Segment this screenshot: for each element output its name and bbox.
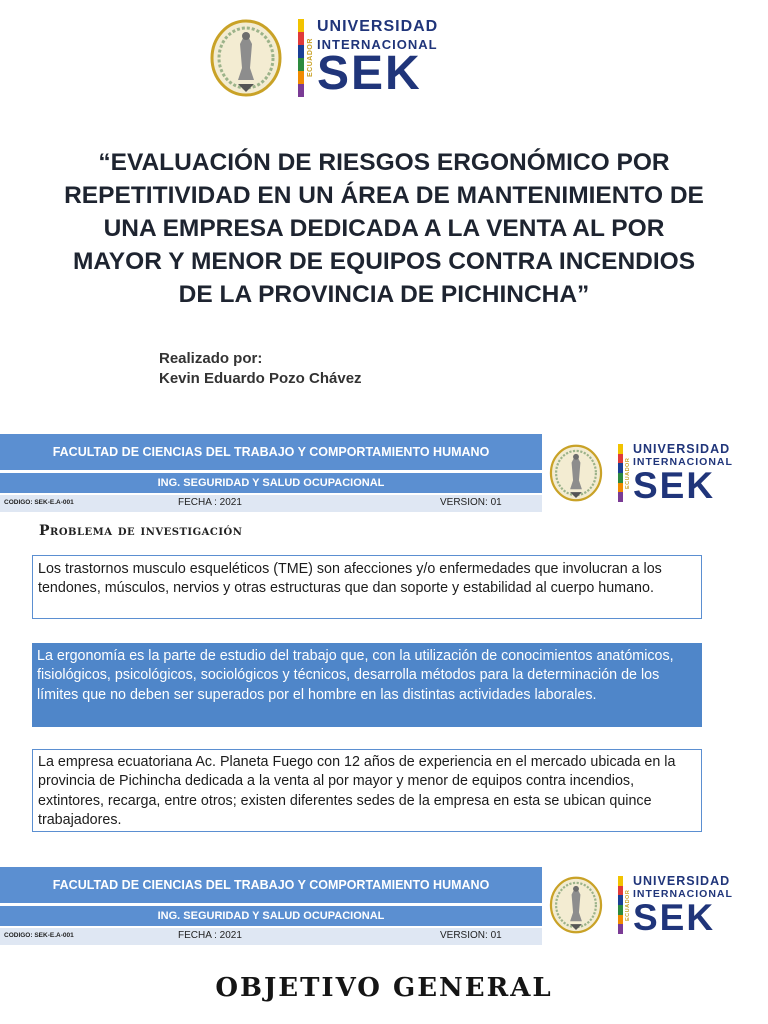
faculty-banner: FACULTAD DE CIENCIAS DEL TRABAJO Y COMPORTAMIENTO HUMANO [0, 867, 542, 903]
logo-line1: UNIVERSIDAD [317, 18, 439, 36]
problem-box-empresa: La empresa ecuatoriana Ac. Planeta Fuego con 12 años de experiencia en el mercado ubicada en la provincia de Pichincha dedicada a la venta al por mayor y menor de equipos contra incendios, extintores, recarga, entre otros; existen diferentes sedes de la empresa en esta se ubican quince trabajadores. [32, 749, 702, 832]
logo-line1: UNIVERSIDAD [633, 441, 731, 456]
logo-country: ECUADOR [307, 38, 314, 78]
problem-box-tme: Los trastornos musculo esqueléticos (TME) son afecciones y/o enfermedades que involucran a los tendones, músculos, nervios y otras estructuras que dan soporte y estabilidad al cuerpo humano. [32, 555, 702, 619]
document-version: VERSION: 01 [440, 930, 502, 941]
logo-country: ECUADOR [625, 457, 631, 489]
document-date: FECHA : 2021 [178, 497, 242, 508]
university-seal-icon [208, 18, 284, 98]
header-logo [548, 434, 766, 512]
logo-line2: INTERNACIONAL [633, 456, 733, 469]
document-meta-row [0, 495, 542, 512]
flag-stripe [618, 876, 623, 934]
university-seal-icon [548, 875, 604, 935]
flag-stripe [618, 444, 623, 502]
logo-line1: UNIVERSIDAD [633, 873, 731, 888]
program-banner: ING. SEGURIDAD Y SALUD OCUPACIONAL [0, 906, 542, 926]
problem-box-ergonomia: La ergonomía es la parte de estudio del trabajo que, con la utilización de conocimientos anatómicos, fisiológicos, psicológicos, sociológicos y técnicos, desarrolla métodos para la determinación de los límites que no deben ser superados por el hombre en las distintas actividades laborales. [32, 643, 702, 727]
logo-line2: INTERNACIONAL [633, 888, 733, 901]
section-heading-problema: Problema de investigación [39, 523, 243, 539]
logo-wordmark: SEK [633, 464, 716, 506]
document-title: “EVALUACIÓN DE RIESGOS ERGONÓMICO POR REPETITIVIDAD EN UN ÁREA DE MANTENIMIENTO DE UNA EMPRESA DEDICADA A LA VENTA AL POR MAYOR Y MENOR DE EQUIPOS CONTRA INCENDIOS DE LA PROVINCIA DE PICHINCHA” [64, 149, 704, 308]
section-heading-objetivo: OBJETIVO GENERAL [215, 973, 553, 1003]
logo-wordmark: SEK [633, 896, 716, 938]
program-banner: ING. SEGURIDAD Y SALUD OCUPACIONAL [0, 473, 542, 493]
faculty-banner: FACULTAD DE CIENCIAS DEL TRABAJO Y COMPORTAMIENTO HUMANO [0, 434, 542, 470]
university-seal-icon [548, 443, 604, 503]
author-block [159, 349, 362, 389]
logo-wordmark: SEK [317, 47, 422, 101]
document-code: CODIGO: SEK-E.A-001 [4, 932, 74, 939]
document-date: FECHA : 2021 [178, 930, 242, 941]
logo-country: ECUADOR [625, 889, 631, 921]
author-name: Kevin Eduardo Pozo Chávez [159, 370, 362, 387]
document-meta-row [0, 928, 542, 945]
university-logo [206, 12, 482, 104]
document-version: VERSION: 01 [440, 497, 502, 508]
header-logo [548, 866, 766, 944]
logo-line2: INTERNACIONAL [317, 37, 438, 53]
document-code: CODIGO: SEK-E.A-001 [4, 499, 74, 506]
flag-stripe [298, 19, 304, 97]
author-label: Realizado por: [159, 350, 263, 367]
